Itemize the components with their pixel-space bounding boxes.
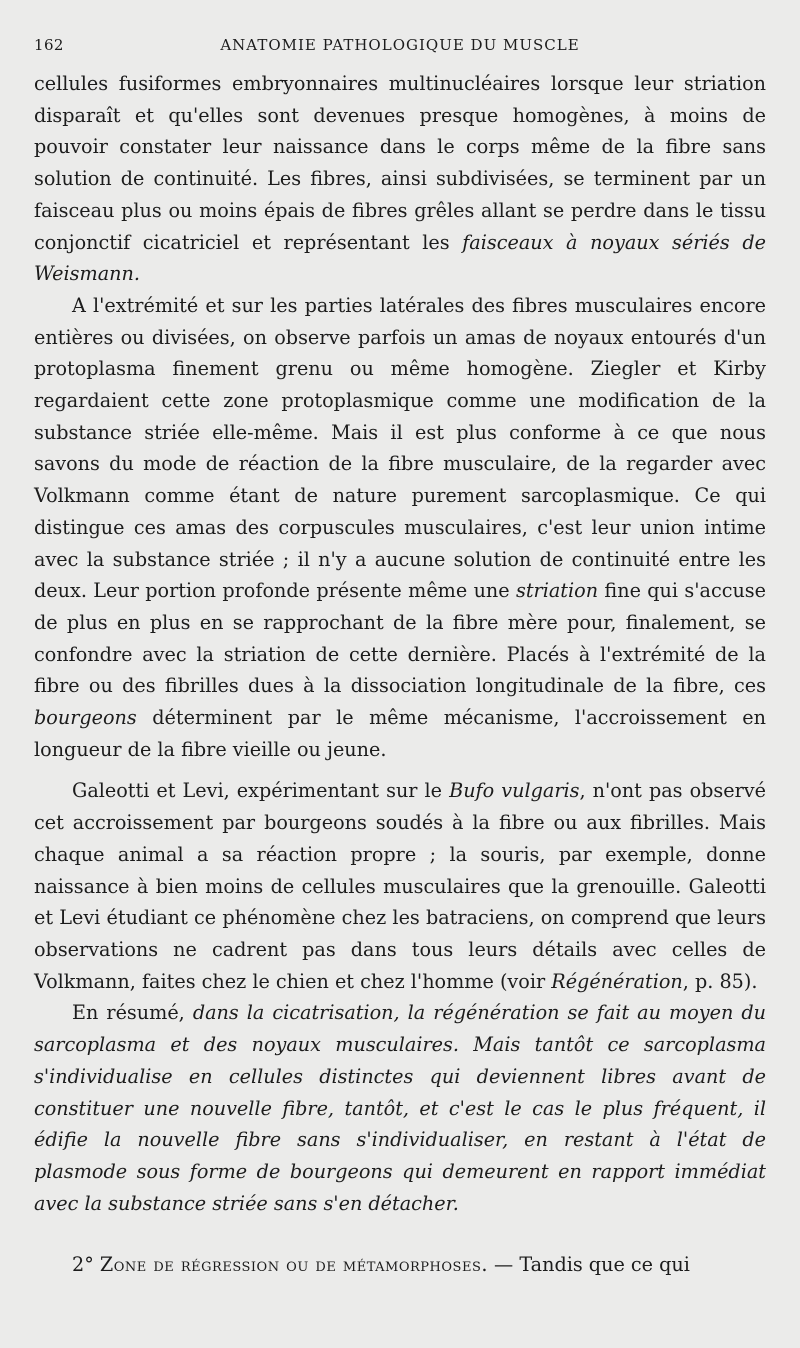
paragraph-3 <box>34 775 766 997</box>
paragraph-1-italic-term: faisceaux à noyaux sériés de Weismann. <box>34 230 766 286</box>
paragraph-2-text-2: fine qui s'accuse de plus en plus en se rapprochant de la fibre mère pour, finalement, se confondre avec la striation de cette dernière. Placés à l'extrémité de la fibre ou des fibrilles dues à la dissociation longitudinale de la fibre, ces <box>34 579 767 698</box>
section-text: — Tandis que ce qui <box>487 1253 690 1277</box>
paragraph-3-italic-reference: Régénération <box>551 969 683 993</box>
body-text <box>34 68 766 1219</box>
paragraph-1 <box>34 68 766 290</box>
paragraph-4-summary <box>34 997 766 1219</box>
paragraph-2-text-3: déterminent par le même mécanisme, l'accroissement en longueur de la fibre vieille ou jeune. <box>34 706 766 761</box>
paragraph-1-text: cellules fusiformes embryonnaires multinucléaires lorsque leur striation disparaît et qu'elles sont devenues presque homogènes, à moins de pouvoir constater leur naissance dans le corps même de la fibre sans solution de continuité. Les fibres, ainsi subdivisées, se terminent par un faisceau plus ou moins épais de fibres grêles allant se perdre dans le tissu conjonctif cicatriciel et représentant les <box>34 72 766 254</box>
paragraph-2-italic-bourgeons: bourgeons <box>34 706 137 730</box>
paragraph-2-italic-striation: striation <box>516 579 599 603</box>
paragraph-2 <box>34 290 766 766</box>
section-number: 2° <box>72 1253 94 1277</box>
paragraph-4-italic-summary: dans la cicatrisation, la régénération se fait au moyen du sarcoplasma et des noyaux musculaires. Mais tantôt ce sarcoplasma s'individualise en cellules distinctes qui deviennent libres avant de constituer une nouvelle fibre, tantôt, et c'est le cas le plus fréquent, il édifie la nouvelle fibre sans s'individualiser, en restant à l'état de plasmode sous forme de bourgeons qui demeurent en rapport immédiat avec la substance striée sans s'en détacher. <box>34 1001 766 1215</box>
section-heading <box>34 1249 766 1281</box>
paragraph-3-text-2: , n'ont pas observé cet accroissement par bourgeons soudés à la fibre ou aux fibrilles. Mais chaque animal a sa réaction propre ; la souris, par exemple, donne naissance à bien moins de cellules musculaires que la grenouille. Galeotti et Levi étudiant ce phénomène chez les batraciens, on comprend que leurs observations ne cadrent pas dans tous leurs détails avec celles de Volkmann, faites chez le chien et chez l'homme (voir <box>34 779 766 993</box>
section-title: Zone de régression ou de métamorphoses. <box>99 1253 488 1277</box>
running-head <box>34 28 766 68</box>
page-number: 162 <box>34 36 64 54</box>
paragraph-4-text: En résumé, <box>72 1001 193 1025</box>
paragraph-3-italic-species: Bufo vulgaris <box>449 779 580 803</box>
paragraph-3-text-1: Galeotti et Levi, expérimentant sur le <box>72 779 450 803</box>
running-title: ANATOMIE PATHOLOGIQUE DU MUSCLE <box>220 36 580 54</box>
paragraph-2-text-1: A l'extrémité et sur les parties latérales des fibres musculaires encore entières ou divisées, on observe parfois un amas de noyaux entourés d'un protoplasma finement grenu ou même homogène. Ziegler et Kirby regardaient cette zone protoplasmique comme une modification de la substance striée elle-même. Mais il est plus conforme à ce que nous savons du mode de réaction de la fibre musculaire, de la regarder avec Volkmann comme étant de nature purement sarcoplasmique. Ce qui distingue ces amas des corpuscules musculaires, c'est leur union intime avec la substance striée ; il n'y a aucune solution de continuité entre les deux. Leur portion profonde présente même une <box>34 293 766 603</box>
paragraph-3-text-3: , p. 85). <box>682 969 758 993</box>
